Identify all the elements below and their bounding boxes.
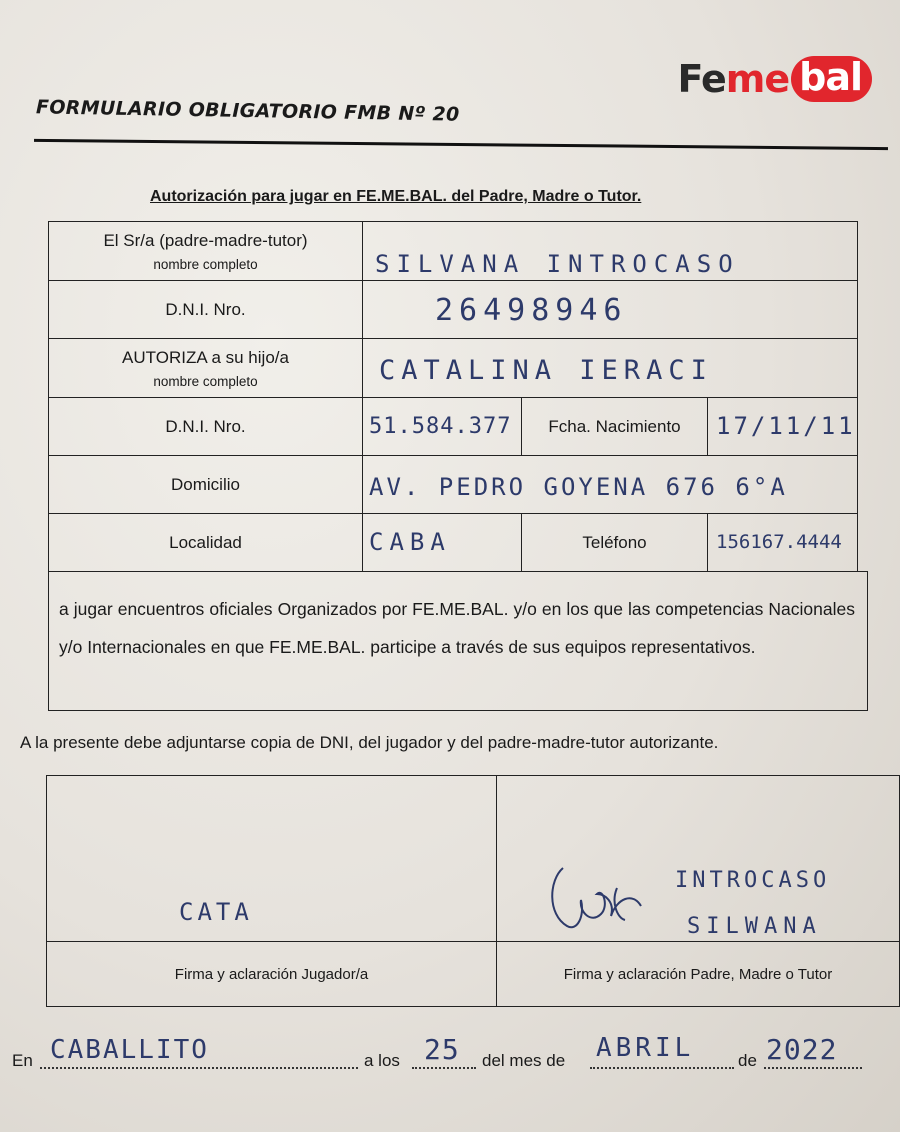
dni2-value-cell [362,397,522,456]
city-value: CABA [369,528,451,556]
player-signature-area [46,775,497,942]
form-title: FORMULARIO OBLIGATORIO FMB Nº 20 [35,96,460,126]
address-label-cell [48,455,363,514]
player-signature-caption-cell [46,941,497,1007]
child-value-cell [362,338,858,398]
child-label-cell [48,338,363,398]
phone-value: 156167.4444 [716,531,842,553]
logo-part-me: me [725,57,790,101]
child-label: AUTORIZA a su hijo/a [122,347,289,367]
dni-notice: A la presente debe adjuntarse copia de DNI, del jugador y del padre-madre-tutor autorizante. [20,733,719,752]
phone-label: Teléfono [582,532,647,552]
dni2-label-cell [48,397,363,456]
parent-signature-caption-cell [496,941,900,1007]
year-value: 2022 [766,1033,838,1066]
player-signature-name: CATA [179,898,253,926]
child-name-value: CATALINA IERACI [379,355,713,386]
birth-label: Fcha. Nacimiento [548,416,681,436]
tutor-sublabel: nombre completo [153,256,258,272]
parent-signature-firstname: SILWANA [687,914,822,939]
form-subtitle: Autorización para jugar en FE.ME.BAL. del Padre, Madre o Tutor. [150,188,642,205]
dni1-value: 26498946 [435,293,628,328]
address-value: AV. PEDRO GOYENA 676 6°A [369,473,788,501]
parent-signature-surname: INTROCASO [675,868,831,893]
parent-signature-scribble [545,858,645,938]
birth-value: 17/11/11 [716,412,856,440]
dni1-value-cell [362,280,858,339]
dni2-label: D.N.I. Nro. [165,416,246,436]
parent-signature-area [496,775,900,942]
signature-table [46,775,900,1007]
day-value: 25 [424,1033,460,1066]
dni1-label-cell [48,280,363,339]
address-label: Domicilio [171,474,240,494]
authorization-text: a jugar encuentros oficiales Organizados por FE.ME.BAL. y/o en los que las competencias Nacionales y/o Internacionales en que FE.ME.BAL. participe a través de sus equipos representativos. [48,571,868,711]
de-label: de [738,1051,757,1070]
femebal-logo [678,54,872,104]
mes-label: del mes de [482,1051,566,1070]
a-los-label: a los [364,1051,400,1070]
birth-value-cell [707,397,858,456]
phone-value-cell [707,513,858,572]
tutor-value-cell [362,221,858,281]
phone-label-cell [521,513,708,572]
address-value-cell [362,455,858,514]
city-value-cell [362,513,522,572]
player-signature-caption: Firma y aclaración Jugador/a [174,965,369,983]
tutor-name-value: SILVANA INTROCASO [375,250,740,278]
logo-part-bal: bal [791,56,872,102]
dni2-value: 51.584.377 [369,414,512,439]
child-sublabel: nombre completo [153,373,258,389]
city-label: Localidad [169,532,242,552]
birth-label-cell [521,397,708,456]
signing-place-date [12,1033,892,1085]
en-label: En [12,1051,33,1070]
logo-part-fe: Fe [677,57,726,101]
tutor-label: El Sr/a (padre-madre-tutor) [103,230,308,250]
parent-signature-caption: Firma y aclaración Padre, Madre o Tutor [563,965,833,983]
tutor-label-cell [48,221,363,281]
dni1-label: D.N.I. Nro. [165,299,246,319]
month-value: ABRIL [596,1033,695,1063]
city-label-cell [48,513,363,572]
place-value: CABALLITO [50,1035,209,1065]
